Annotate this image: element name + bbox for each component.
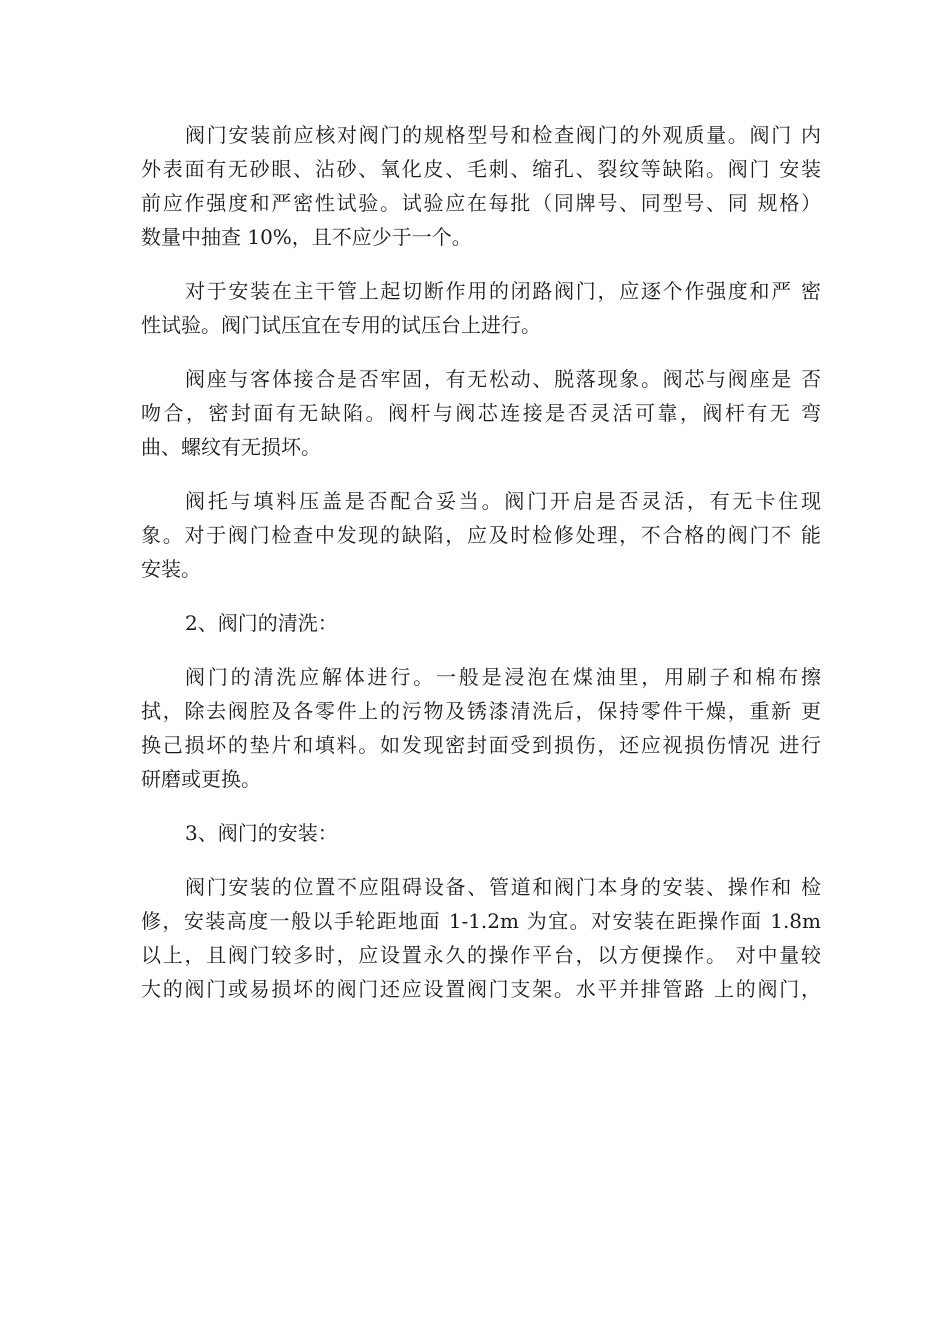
- paragraph-valve-installation: [141, 870, 821, 1006]
- section-heading-valve-cleaning: [141, 606, 821, 640]
- text-line: 修，安装高度一般以手轮距地面 1-1.2m 为宜。对安装在距操作面 1.8m: [141, 909, 821, 933]
- text-line: 拭，除去阀腔及各零件上的污物及锈漆清洗后，保持零件干燥，重新 更: [141, 699, 821, 723]
- text-line: 象。对于阀门检查中发现的缺陷，应及时检修处理，不合格的阀门不 能: [141, 523, 821, 547]
- text-line: 换己损坏的垫片和填料。如发现密封面受到损伤，还应视损伤情况 进行: [141, 733, 821, 757]
- text-line: 前应作强度和严密性试验。试验应在每批（同牌号、同型号、同 规格）: [141, 191, 821, 215]
- text-line: 安装。: [141, 557, 201, 581]
- paragraph-valve-seat-check: [141, 362, 821, 464]
- text-line: 以上，且阀门较多时，应设置永久的操作平台，以方便操作。 对中量较: [141, 943, 821, 967]
- text-line: 阀托与填料压盖是否配合妥当。阀门开启是否灵活，有无卡住现: [185, 489, 821, 513]
- text-line: 大的阀门或易损坏的阀门还应设置阀门支架。水平并排管路 上的阀门，: [141, 977, 821, 1001]
- paragraph-valve-cleaning: [141, 660, 821, 796]
- text-line: 对于安装在主干管上起切断作用的闭路阀门，应逐个作强度和严 密: [185, 279, 821, 303]
- section-heading-valve-installation: [141, 816, 821, 850]
- text-line: 数量中抽查 10%，且不应少于一个。: [141, 225, 472, 249]
- paragraph-main-pipe-valves: [141, 274, 821, 342]
- text-line: 阀门安装前应核对阀门的规格型号和检查阀门的外观质量。阀门 内: [185, 123, 821, 147]
- text-line: 阀门的清洗应解体进行。一般是浸泡在煤油里，用刷子和棉布擦: [185, 665, 821, 689]
- text-line: 曲、螺纹有无损坏。: [141, 435, 321, 459]
- paragraph-packing-gland-check: [141, 484, 821, 586]
- text-line: 性试验。阀门试压宜在专用的试压台上进行。: [141, 313, 541, 337]
- paragraph-valve-inspection: [141, 118, 821, 254]
- text-line: 外表面有无砂眼、沾砂、氧化皮、毛刺、缩孔、裂纹等缺陷。阀门 安装: [141, 157, 821, 181]
- text-line: 阀门安装的位置不应阻碍设备、管道和阀门本身的安装、操作和 检: [185, 875, 821, 899]
- text-line: 阀座与客体接合是否牢固，有无松动、脱落现象。阀芯与阀座是 否: [185, 367, 821, 391]
- section-heading: 2、阀门的清洗：: [185, 611, 338, 635]
- document-body: [141, 118, 821, 1006]
- text-line: 研磨或更换。: [141, 767, 261, 791]
- text-line: 吻合，密封面有无缺陷。阀杆与阀芯连接是否灵活可靠，阀杆有无 弯: [141, 401, 821, 425]
- section-heading: 3、阀门的安装：: [185, 821, 338, 845]
